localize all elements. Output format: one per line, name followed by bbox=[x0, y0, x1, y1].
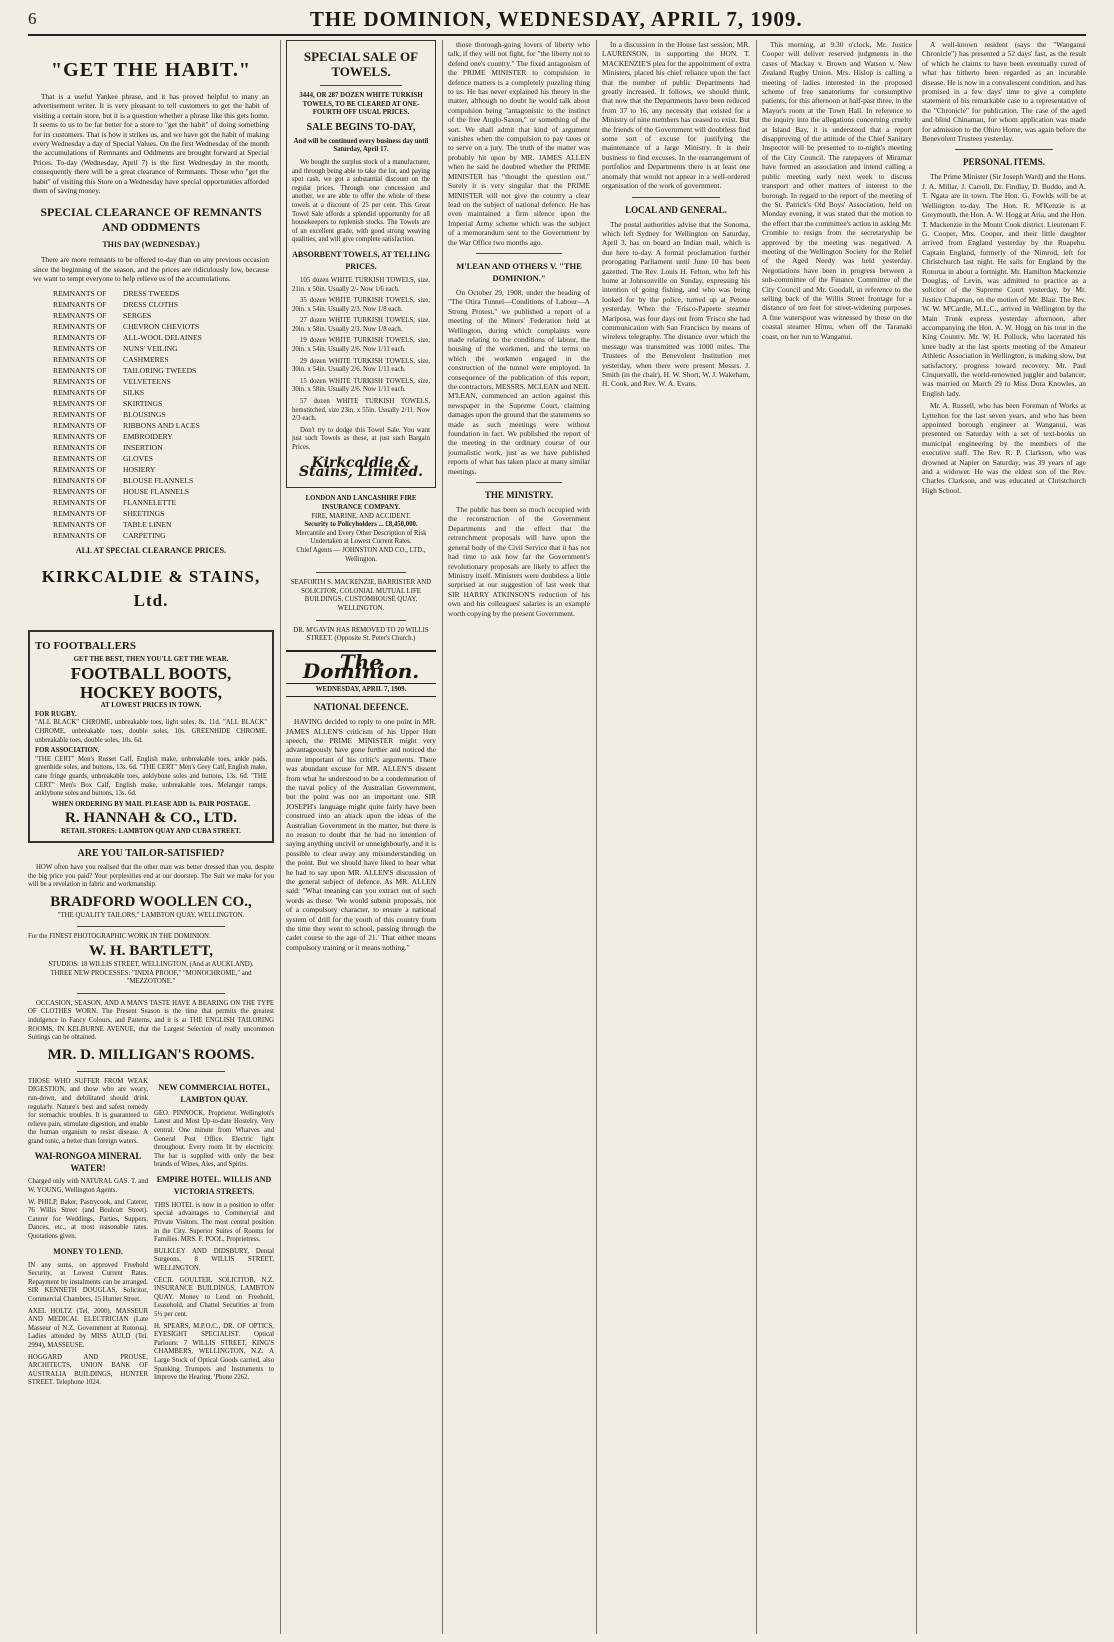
bartlett-name: W. H. BARTLETT, bbox=[88, 942, 214, 959]
wai-foot: Charged only with NATURAL GAS. T. and W. YOUNG, Wellington Agents. bbox=[28, 1178, 148, 1195]
local-general-body: The postal authorities advise that the Sonoma, which left Sydney for Wellington on Saturday, April 3, has on board an Indian mail, which is due here to-day. A formal proclamation further prorogating Parliament until June 10 has been gazetted. The Rev. Louis H. Felton, who left his home at Johnsonville on Sunday, expressing his intention of going fishing, and who was being looked for by the police, turned up at Petone yesterday. When the 'Frisco-Papeete steamer Mariposa, was four days out from 'Frisco she had communication with San Francisco by means of wireless telegraphy. The distance over which the message was transmitted was 1000 miles. The Trustees of the Benevolent Institution met yesterday, when there were present Messrs. J. Smith (in the chair), H. W. Short, W. J. Wakeham, H. Cook, and Rev. W. A. Evans. bbox=[602, 219, 750, 389]
towel-line: 57 dozen WHITE TURKISH TOWELS, hemstitched, size 23in. x 55in. Usually 2/11. Now 2/3 each. bbox=[292, 398, 430, 423]
dominion-nameplate: The Dominion. bbox=[302, 649, 420, 684]
clearance-subtitle: THIS DAY (WEDNESDAY.) bbox=[102, 240, 200, 250]
column-rule bbox=[280, 40, 281, 1634]
remnant-item bbox=[53, 310, 269, 321]
remnant-item bbox=[53, 464, 269, 475]
column-4 bbox=[602, 40, 750, 1634]
bradford-name: BRADFORD WOOLLEN CO., bbox=[50, 893, 252, 910]
habit-body: That is a useful Yankee phrase, and it has proved helpful to many an advertisement writer. It is very pleasant to tell customers to get the habit of visiting a certain store, but it is a question whether a phrase like this gets home. It seems to us to be far better for a store to "get the habit" of doing something for its customers. That is how it strikes us, and we have got the habit of making every Wednesday a day of Special Values. On the first Wednesday of the month the accumulations of Remnants and Oddments are brought forward at Special Prices. To-day (Wednesday, April 7) is the first Wednesday in the month, consequently there will be a great clearance of Remnants. Those who "get the habit" of visiting this Store on a Wednesday have special opportunities afforded them of saving money. bbox=[33, 92, 269, 196]
mclean-body: On October 29, 1908, under the heading of "The Otira Tunnel—Conditions of Labour—A Strong Protest," we published a report of a meeting of the Miners' Federation held at Wellington, during which complaints were made relating to the conditions of labour, the housing of the workmen, and the terms on which the workmen engaged in the construction of the tunnel were employed. In consequence of the publication of this report, the contractors, MESSRS. MCLEAN and NEIL M'LEAN, commenced an action against this newspaper in the Supreme Court, claiming damages upon the ground that the statements so made as such meetings were without foundation in fact. We published the report of the meeting in the ordinary course of our journalistic work, just as we have published reports of what has taken place at many similar meetings. bbox=[448, 287, 590, 476]
advert-get-the-habit bbox=[28, 40, 274, 625]
dominion-date: WEDNESDAY, APRIL 7, 1909. bbox=[286, 683, 436, 698]
remnant-prefix: REMNANTS OF bbox=[53, 475, 107, 485]
remnant-item bbox=[53, 354, 269, 365]
towels-title: SPECIAL SALE OF TOWELS. bbox=[303, 49, 419, 79]
defence-body: HAVING decided to reply to one point in MR. JAMES ALLEN'S criticism of his Upper Hutt speech, the PRIME MINISTER might very advantageously have gone further and noticed the more important of his critic's arguments. There was abundant excuse for MR. ALLEN'S dissent from what he understood to be a condemnation of the naval policy of the Australian Government, but the point was not an important one. SIR JOSEPH's language might quite fairly have been construed into an attack upon the ideas of the Australian Government in the matter, but there is no reason to doubt that he had no intention of saying anything uncivil or unneighbourly, and it is possible to clear away any misunderstanding on the point. But we should have liked to hear what he had to say upon MR. ALLEN'S discussion of the general subject of defence. As MR. ALLEN said: "What meaning can you extract out of such words as these: 'We would submit proposals, not of a compulsory character, to ensure a national system of drill for the youth of this country from the time they went to school, passing through the cadet course to the age of 21.' That either means compulsory training or it means nothing." bbox=[286, 717, 436, 952]
remnant-item bbox=[53, 398, 269, 409]
remnant-item bbox=[53, 442, 269, 453]
small-adverts-left bbox=[28, 1078, 148, 1388]
money-title: MONEY TO LEND. bbox=[53, 1246, 123, 1256]
mclean-title: M'LEAN AND OTHERS V. "THE DOMINION." bbox=[456, 260, 582, 283]
bartlett-address: STUDIOS: 18 WILLIS STREET, WELLINGTON, (And at AUCKLAND). bbox=[48, 960, 254, 968]
remnant-prefix: REMNANTS OF bbox=[53, 420, 107, 430]
remnant-label: INSERTION bbox=[123, 442, 163, 452]
remnant-prefix: REMNANTS OF bbox=[53, 332, 107, 342]
remnant-prefix: REMNANTS OF bbox=[53, 365, 107, 375]
towels-subtitle: 3444, OR 287 DOZEN WHITE TURKISH TOWELS, TO BE CLEARED AT ONE-FOURTH OFF USUAL PRICES. bbox=[299, 92, 423, 117]
remnant-label: CASHMERES bbox=[123, 354, 169, 364]
remnant-prefix: REMNANTS OF bbox=[53, 409, 107, 419]
remnant-item bbox=[53, 376, 269, 387]
remnant-label: HOSIERY bbox=[123, 464, 156, 474]
remnants-list bbox=[53, 288, 269, 541]
remnant-prefix: REMNANTS OF bbox=[53, 486, 107, 496]
advert-towels bbox=[286, 40, 436, 488]
editorial-continued: those thorough-going lovers of liberty who talk, if they will not fight, for "the liberty not to defend one's country." The fixed antagonism of the PRIME MINISTER to compulsion in defence matters is a completely puzzling thing to us. He has never explained his theory in the matter, although no doubt he would talk about compulsion being "antagonistic to the instinct of the free Anglo-Saxon," or something of the sort. We shall admit that kind of argument vanishes when the compulsion to pay taxes or to serve on a jury. The truth of the matter was probably hit upon by MR. JAMES ALLEN when he said he doubted whether the PRIME MINISTER has "thought the question out." Surely it is very singular that the PRIME MINISTER will not give the country a clear lead on the subject of national defence. He has even maintained a firm silence upon the Imperial Army scheme which was the subject of a memorandum sent to the Government by the War Office two months ago. bbox=[448, 40, 590, 247]
remnant-item bbox=[53, 431, 269, 442]
sale-continues: And will be continued every business day until Saturday, April 17. bbox=[293, 137, 429, 154]
column-rule bbox=[756, 40, 757, 1634]
towel-price-list bbox=[292, 277, 430, 424]
remnant-prefix: REMNANTS OF bbox=[53, 299, 107, 309]
london-security: Security to Policyholders ... £8,450,000. bbox=[304, 521, 418, 529]
remnant-label: BLOUSINGS bbox=[123, 409, 166, 419]
sale-begins: SALE BEGINS TO-DAY, bbox=[306, 121, 416, 133]
remnant-item bbox=[53, 519, 269, 530]
remnant-prefix: REMNANTS OF bbox=[53, 398, 107, 408]
towel-line: 35 dozen WHITE TURKISH TOWELS, size, 20in. x 54in. Usually 2/3. Now 1/8 each. bbox=[292, 297, 430, 313]
remnant-label: DRESS TWEEDS bbox=[123, 288, 180, 298]
remnant-prefix: REMNANTS OF bbox=[53, 442, 107, 452]
remnant-item bbox=[53, 508, 269, 519]
rugby-heading: FOR RUGBY. bbox=[35, 710, 77, 718]
remnant-label: NUNS' VEILING bbox=[123, 343, 178, 353]
column-rule bbox=[916, 40, 917, 1634]
remnant-label: TABLE LINEN bbox=[123, 519, 172, 529]
wai-intro: THOSE WHO SUFFER FROM WEAK DIGESTION, and those who are weary, run-down, and debilitated should drink regularly. Nature's best and safest remedy for stomachic troubles. It is guaranteed to relieve pain, stimulate digestion, and enable the human organism to resist disease. A grand tonic, a better than foreign waters. bbox=[28, 1077, 148, 1145]
remnant-prefix: REMNANTS OF bbox=[53, 464, 107, 474]
remnant-item bbox=[53, 497, 269, 508]
clearance-title: SPECIAL CLEARANCE OF REMNANTS AND ODDMENTS bbox=[40, 205, 262, 235]
masthead bbox=[28, 4, 1086, 36]
remnant-prefix: REMNANTS OF bbox=[53, 310, 107, 320]
towel-line: 27 dozen WHITE TURKISH TOWELS, size, 20in. x 58in. Usually 2/3. Now 1/8 each. bbox=[292, 317, 430, 333]
remnant-item bbox=[53, 420, 269, 431]
remnant-label: CARPETING bbox=[123, 530, 166, 540]
towel-line: 19 dozen WHITE TURKISH TOWELS, size, 20in. x 54in. Usually 2/6. Now 1/11 each. bbox=[292, 337, 430, 354]
advert-footballers bbox=[28, 630, 274, 843]
remnant-label: VELVETEENS bbox=[123, 376, 171, 386]
kirkcaldie-logo: KIRKCALDIE & STAINS, Ltd. bbox=[41, 566, 261, 610]
bartlett-pre: For the FINEST PHOTOGRAPHIC WORK IN THE DOMINION. bbox=[28, 933, 211, 941]
small-adverts bbox=[28, 1078, 274, 1388]
kirkcaldie-logo-2: Kirkcaldie & Stains, Limited. bbox=[298, 454, 424, 480]
advert-london-lancashire bbox=[286, 493, 436, 566]
habit-title: "GET THE HABIT." bbox=[51, 59, 251, 81]
ministry-continued: In a discussion in the House last session, MR. LAURENSON, in supporting the HON. T. MACKENZIE'S plea for the appointment of extra Ministers, placed his chief reliance upon the fact that the number of public Departments had greatly increased. It follows, we should think, that now that the Departments have been reduced from 37 to 16, any necessity that existed for a Ministry of nine members has ceased to exist. But the friends of the Government will doubtless find some sort of excuse for justifying the maintenance of a large Ministry. It is their business to find excuses. In the rearrangement of portfolios and Departments there is at least one anomaly that would not appear in a well-ordered organisation of the work of government. bbox=[602, 40, 750, 191]
remnant-label: SHEETINGS bbox=[123, 508, 165, 518]
spears: H. SPEARS, M.P.O.C., DR. OF OPTICS, EYESIGHT SPECIALIST. Optical Parlours: 7 WILLIS STREET, KING'S CHAMBERS, WELLINGTON, N.Z. A Large Stock of Optical Goods carried, also Spanking Trumpets and Instruments to Improve the Hearing. 'Phone 2262. bbox=[154, 1322, 274, 1382]
local-general-continued: This morning, at 9.30 o'clock, Mr. Justice Cooper will deliver reserved judgments in the cases of Mackay v. Brown and Watson v. New Zealand Rugby Union. Mrs. Hislop is calling a meeting of ladies interested in the proposed scheme of free sanatoriums for consumptive patients, for this afternoon at half-past three, in the Mayor's room at the Town Hall. In reference to the inquiry into the allegations concerning cruelty at Island Bay, it is understood that a report disapproving of the attitude of the Chief Sanitary Inspector will be presented to to-night's meeting of the City Council. The ratepayers of Miramar have formed an association and intend calling a public meeting early next week to discuss transport and other matters of interest to the borough. In regard to the report of the meeting of the St. Patrick's Old Boys' Association, held on Monday evening, it was stated that the motion to the effect that the committee's action in asking Mr. Crombie to resign from the secretaryship be approved by the meeting was negatived. A meeting of the Wellington Society for the Relief of the Aged Needy was held yesterday. Negotiations have been in progress between a sub-committee of the Finance Committee of the City Council and Mr. Goodall, in reference to the selling back of the Willis Street frontage for a distance of ten feet for street-widening purposes. A fine waterspout was witnessed by those on the coastal steamer Himu, when off the Taranaki coast, on her run to Wanganui. bbox=[762, 40, 912, 341]
association-items: "THE CERT" Men's Russet Calf, English make, unbreakable toes, ankle pads, greenhide soles, and buttons, 13s. 6d. "THE CERT" Men's Grey Calf, English make, cane fringe guards, unbreakable toes, anklybone soles and buttons, 13s. 6d. "THE CERT" Men's Box Calf, English make, unbreakable toes, Melanger ramps, anklybone soles and buttons, 13s. 6d. bbox=[35, 755, 267, 798]
mackenzie-advert: SEAFORTH S. MACKENZIE, BARRISTER AND SOLICITOR, COLONIAL MUTUAL LIFE BUILDINGS, CUSTOMHOUSE QUAY, WELLINGTON. bbox=[290, 579, 432, 612]
remnant-label: SERGES bbox=[123, 310, 152, 320]
empire-body: THIS HOTEL is now in a position to offer special advantages to Commercial and Private Visitors. The most central position in the City. Superior Suites of Rooms for Families. MRS. F. POOL, Proprietress. bbox=[154, 1201, 274, 1244]
wai-title: WAI-RONGOA MINERAL WATER! bbox=[34, 1151, 142, 1174]
hoggard: HOGGARD AND PROUSE, ARCHITECTS, UNION BANK OF AUSTRALIA BUILDINGS, HUNTER STREET. Telephone 1024. bbox=[28, 1353, 148, 1387]
association-heading: FOR ASSOCIATION. bbox=[35, 747, 100, 755]
remnant-label: DRESS CLOTHS bbox=[123, 299, 179, 309]
remnant-item bbox=[53, 475, 269, 486]
mcgavin-advert: DR. M'GAVIN HAS REMOVED TO 20 WILLIS STREET. (Opposite St. Peter's Church.) bbox=[293, 626, 429, 643]
page-number: 6 bbox=[28, 9, 37, 28]
tailor-question: ARE YOU TAILOR-SATISFIED? bbox=[77, 848, 225, 859]
commercial-body: GEO. PINNOCK, Proprietor. Wellington's Latest and Most Up-to-date Hostelry. Very central. One minute from Wharves and General Post Office. Electric light throughout. Every room lit by electricity. The bar is supplied with only the best brands of Wines, Ales, and Spirits. bbox=[154, 1109, 274, 1169]
remnant-prefix: REMNANTS OF bbox=[53, 288, 107, 298]
remnant-label: ALL-WOOL DELAINES bbox=[123, 332, 202, 342]
london-agents: Chief Agents — JOHNSTON AND CO., LTD., Wellington. bbox=[296, 546, 426, 563]
towels-footer: Don't try to dodge this Towel Sale. You want just such Towels as these, at just such Bargain Prices. bbox=[292, 426, 430, 451]
remnant-prefix: REMNANTS OF bbox=[53, 519, 107, 529]
towel-line: 29 dozen WHITE TURKISH TOWELS, size, 30in. x 54in. Usually 2/6. Now 1/11 each. bbox=[292, 357, 430, 374]
remnant-item bbox=[53, 288, 269, 299]
remnant-prefix: REMNANTS OF bbox=[53, 497, 107, 507]
remnant-prefix: REMNANTS OF bbox=[53, 343, 107, 353]
lowest-prices: AT LOWEST PRICES IN TOWN. bbox=[100, 702, 202, 710]
remnant-item bbox=[53, 409, 269, 420]
local-general-title: LOCAL AND GENERAL. bbox=[625, 204, 727, 215]
column-1 bbox=[28, 40, 274, 1634]
remnant-prefix: REMNANTS OF bbox=[53, 354, 107, 364]
london-body: Mercantile and Every Other Description of Risk Undertaken at Lowest Current Rates. bbox=[295, 529, 427, 546]
remnant-item bbox=[53, 299, 269, 310]
local-general-end: A well-known resident (says the "Wanganui Chronicle") has presented a 52 days' fast, as the result of which he claims to have been eventually cured of what has hitherto been regarded as an incurable disease. He is now in a convalescent condition, and has promised in a few days' time to give a complete statement of his remarkable case to a representative of the "Chronicle" for publication. The case of the aged and blind Chinaman, for whom application was made for admission to the Ohiro Home, was again before the Benevolent Trustees yesterday. bbox=[922, 40, 1086, 144]
remnant-prefix: REMNANTS OF bbox=[53, 387, 107, 397]
bartlett-processes: THREE NEW PROCESSES: "INDIA PROOF," "MONOCHROME," and "MEZZOTONE." bbox=[50, 969, 252, 986]
tailor-body: HOW often have you realised that the other man was better dressed than you, despite the big price you paid? Your perplexities end at our doorstep. The Suit we make for you will be a revelation in fabric and workmanship. bbox=[28, 864, 274, 889]
remnant-item bbox=[53, 387, 269, 398]
defence-title: NATIONAL DEFENCE. bbox=[313, 702, 409, 713]
milligan-body: OCCASION, SEASON, AND A MAN'S TASTE HAVE A BEARING ON THE TYPE OF CLOTHES WORN. The Present Season is the time that permits the greatest indulgence in Fancy Colours, and Patterns, and it is at THE ENGLISH TAILORING ROOMS, IN KELBURNE AVENUE, that the Largest Selection of really uncommon Suitings can be obtained. bbox=[28, 999, 274, 1042]
remnant-item bbox=[53, 343, 269, 354]
remnant-label: SKIRTINGS bbox=[123, 398, 163, 408]
remnant-item bbox=[53, 453, 269, 464]
remnant-label: CHEVRON CHEVIOTS bbox=[123, 321, 200, 331]
holtz: AXEL HOLTZ (Tel. 2000), MASSEUR AND MEDICAL ELECTRICIAN (Late Masseur of N.Z. Government at Rotorua). Ladies attended by MISS AULD (Tel. 2994), MASSEUSE. bbox=[28, 1307, 148, 1349]
ministry-body: The public has been so much occupied with the reconstruction of the Government Departments and the effect that the retrenchment proposals will have upon the general body of the Civil Service that it has not had time to ask how far the Government's revolutionary proposals are likely to affect the Ministry itself. Ministers were doubtless a little surprised at our suggestion of last week that SIR HARRY ATKINSON'S reduction of his own and his colleagues' salaries is an example worth copying by the present Government. bbox=[448, 505, 590, 618]
hockey-boots: HOCKEY BOOTS, bbox=[79, 683, 222, 703]
remnant-item bbox=[53, 332, 269, 343]
remnant-label: SILKS bbox=[123, 387, 145, 397]
empire-title: EMPIRE HOTEL. WILLIS AND VICTORIA STREETS. bbox=[156, 1174, 272, 1196]
catering: W. PHILP, Baker, Pastrycook, and Caterer, 76 Willis Street (and Boulcott Street). Caterer for Weddings, Parties, Suppers, Dances, etc., at most reasonable rates. Quotations given. bbox=[28, 1198, 148, 1241]
remnant-label: BLOUSE FLANNELS bbox=[123, 475, 194, 485]
money-body: IN any sums, on approved Freehold Security, at Lowest Current Rates. Repayment by instalments can be arranged. SIR KENNETH DOUGLAS, Solicitor, Commercial Chambers, 15 Hunter Street. bbox=[28, 1261, 148, 1303]
remnant-prefix: REMNANTS OF bbox=[53, 431, 107, 441]
column-rule bbox=[596, 40, 597, 1634]
personal-items-title: PERSONAL ITEMS. bbox=[962, 157, 1046, 168]
footballers-title: TO FOOTBALLERS bbox=[35, 639, 136, 652]
milligan-name: MR. D. MILLIGAN'S ROOMS. bbox=[47, 1046, 255, 1063]
column-5 bbox=[762, 40, 912, 1634]
remnant-item bbox=[53, 321, 269, 332]
remnant-label: EMBROIDERY bbox=[123, 431, 173, 441]
clearance-body: There are more remnants to be offered to-day than on any previous occasion since the beginning of the season, and the prices are ridiculously low, because we want to tempt everyone to help relieve us of the accumulations. bbox=[33, 255, 269, 284]
hannah-name: R. HANNAH & CO., LTD. bbox=[65, 810, 237, 827]
remnant-item bbox=[53, 530, 269, 541]
remnant-prefix: REMNANTS OF bbox=[53, 453, 107, 463]
remnant-label: HOUSE FLANNELS bbox=[123, 486, 190, 496]
remnant-item bbox=[53, 486, 269, 497]
towel-line: 105 dozen WHITE TURKISH TOWELS, size, 21in. x 50in. Usually 2/- Now 1/6 each. bbox=[292, 276, 430, 293]
mail-order-note: WHEN ORDERING BY MAIL PLEASE ADD 1s. PAIR POSTAGE. bbox=[51, 800, 251, 808]
ministry-title: THE MINISTRY. bbox=[484, 490, 554, 501]
london-sub: FIRE, MARINE, AND ACCIDENT. bbox=[311, 512, 411, 520]
remnant-item bbox=[53, 365, 269, 376]
commercial-title: NEW COMMERCIAL HOTEL, LAMBTON QUAY. bbox=[158, 1082, 270, 1104]
hannah-address: RETAIL STORES: LAMBTON QUAY AND CUBA STREET. bbox=[61, 828, 241, 836]
bradford-sub: "THE QUALITY TAILORS," LAMBTON QUAY, WELLINGTON. bbox=[57, 911, 245, 919]
column-3 bbox=[448, 40, 590, 1634]
page-title: THE DOMINION, WEDNESDAY, APRIL 7, 1909. bbox=[309, 6, 803, 31]
remnant-prefix: REMNANTS OF bbox=[53, 376, 107, 386]
personal-items-more: Mr. A. Russell, who has been Foreman of Works at Lyttelton for the last seven years, and who has been appointed borough engineer at Wanganui, was presented on Saturday with a set of text-books on municipal engineering by the members of the executive staff. The Rev. R. P. Clarkson, who was drowned at Napier on Saturday, was 39 years of age and a widower. He was the eldest son of the Rev. Charles Clarkson, and was educated at Christchurch High School. bbox=[922, 401, 1086, 495]
bulkley: BULKLEY AND DIDSBURY, Dental Surgeons, 8 WILLIS STREET, WELLINGTON. bbox=[154, 1247, 274, 1273]
column-2 bbox=[286, 40, 436, 1634]
clearance-footer: ALL AT SPECIAL CLEARANCE PRICES. bbox=[75, 545, 227, 555]
remnant-label: FLANNELETTE bbox=[123, 497, 177, 507]
remnant-prefix: REMNANTS OF bbox=[53, 508, 107, 518]
absorbent-heading: ABSORBENT TOWELS, AT TELLING PRICES. bbox=[292, 249, 430, 271]
column-6 bbox=[922, 40, 1086, 1634]
advert-bradford bbox=[28, 848, 274, 920]
remnant-label: TAILORING TWEEDS bbox=[123, 365, 197, 375]
remnant-label: RIBBONS AND LACES bbox=[123, 420, 200, 430]
advert-bartlett bbox=[28, 933, 274, 986]
towels-body: We bought the surplus stock of a manufacturer, and through being able to take the lot, and paying spot cash, we got a substantial discount on the regular prices. Through one concession and another, we are able to offer the whole of these towels at a discount of 25 per cent. This Great Towel Sale affords a splendid opportunity for all housekeepers to replenish stocks. The Towels are of an excellent grade, with good strong weaving qualities, and will give complete satisfaction. bbox=[292, 158, 430, 244]
advert-milligan bbox=[28, 1000, 274, 1065]
london-title: LONDON AND LANCASHIRE FIRE INSURANCE COMPANY. bbox=[305, 495, 417, 511]
personal-items-body: The Prime Minister (Sir Joseph Ward) and the Hons. J. A. Millar, J. Carroll, Dr. Findlay, D. Buddo, and A. T. Ngata are in town. The Hon. G. Fowlds will be at Wellington to-day. The Hon. R. M'Kenzie is at Greymouth, the Hon. A. W. Hogg at Aria, and the Hon. T. Mackenzie in the Mount Cook district. Lieutenant F. G. Cooper, Mrs. Cooper, and their little daughter arrived from England yesterday by the Ruapehu. Captain England, formerly of the Nimrod, left for Christchurch last night. He sails for England by the Rotorua in about a fortnight. Mr. Hamilton Mackenzie Douglas, of Levin, was admitted to practice as a solicitor of the Supreme Court yesterday, by Mr. Justice Chapman, on the motion of Mr. Blair. The Rev. W. W. M'Cardle, M.L.C., arrived in Wellington by the Main Trunk express yesterday afternoon, after accompanying the Hon. A. W. Hogg on his tour in the King Country. Mr. W. H. Pollock, who lacerated his knee badly at the last sports meeting of the Amateur Athletic Association in Wellington, is making slow, but satisfactory, progress toward recovery. Mr. Paul Cinquevalli, the world-renowned juggler and balancer, was married on March 29 to Miss Dora Knowles, an English lady. bbox=[922, 172, 1086, 398]
column-rule bbox=[442, 40, 443, 1634]
footballers-subtitle: GET THE BEST, THEN YOU'LL GET THE WEAR. bbox=[73, 655, 229, 663]
remnant-prefix: REMNANTS OF bbox=[53, 321, 107, 331]
rugby-items: "ALL BLACK" CHROME, unbreakable toes, light soles, 8s. 11d. "ALL BLACK" CHROME, unbreakable toes, double soles, 10s. GREENHIDE CHROME, unbreakable toes, double soles, 10s. 6d. bbox=[35, 719, 267, 744]
remnant-label: GLOVES bbox=[123, 453, 153, 463]
remnant-prefix: REMNANTS OF bbox=[53, 530, 107, 540]
goulter: CECIL GOULTER, SOLICITOR, N.Z. INSURANCE BUILDINGS, LAMBTON QUAY. Money to Lend on Freehold, Leasehold, and Chattel Securities at from 5½ per cent. bbox=[154, 1276, 274, 1318]
football-boots: FOOTBALL BOOTS, bbox=[70, 664, 232, 684]
small-adverts-right bbox=[154, 1078, 274, 1388]
towel-line: 15 dozen WHITE TURKISH TOWELS, size, 30in. x 58in. Usually 2/6. Now 1/11 each. bbox=[292, 377, 430, 394]
